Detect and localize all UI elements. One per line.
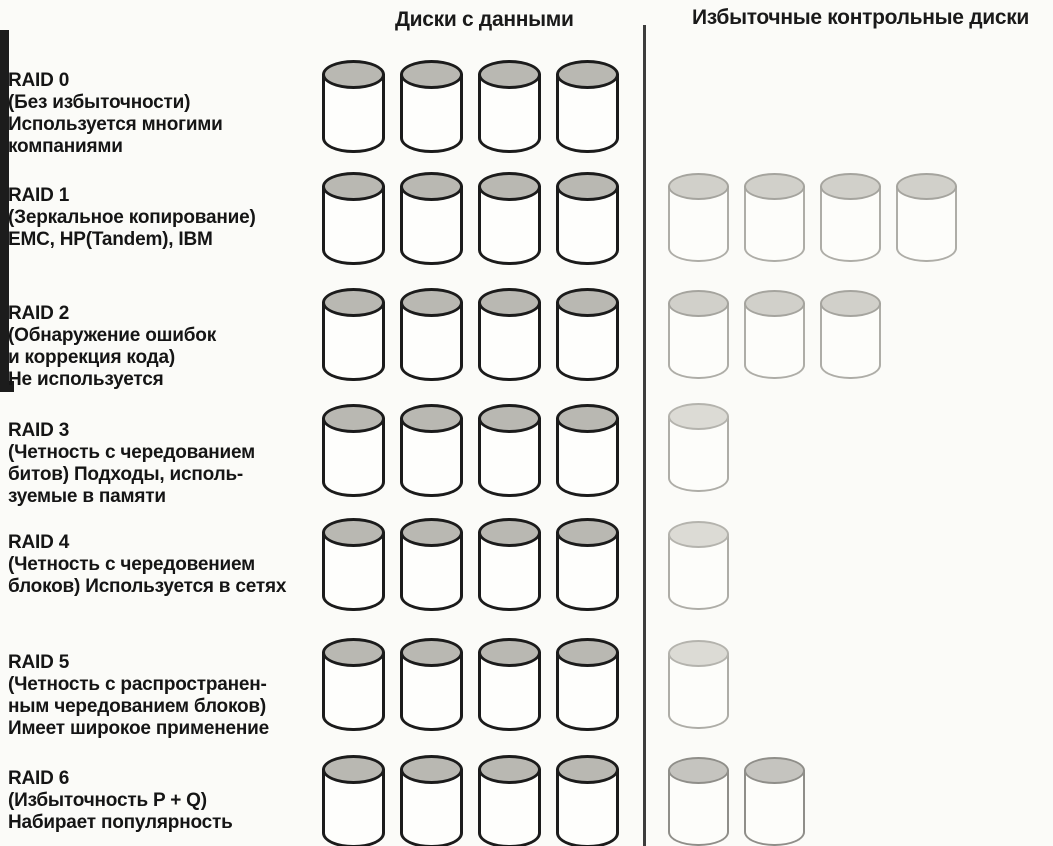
check-disk-icon [668,403,729,492]
raid-0-label [8,70,326,158]
data-disk-icon [400,60,463,153]
data-disk-icon [322,404,385,497]
disk-top [744,757,805,784]
check-disk-icon [820,290,881,379]
data-disk-icon [400,404,463,497]
disk-top [668,403,729,430]
raid-4-check-disk-group [668,521,729,610]
data-disk-icon [400,172,463,265]
raid-3-data-disk-group [322,404,619,497]
disk-top [322,172,385,201]
data-disk-icon [478,172,541,265]
raid-description-line: и коррекция кода) [8,347,176,368]
disk-top [322,518,385,547]
check-disk-icon [744,757,805,846]
raid-5-label [8,652,326,740]
check-disk-icon [668,173,729,262]
raid-level-name: RAID 4 [8,532,70,553]
data-disk-icon [400,288,463,381]
data-disk-icon [478,288,541,381]
raid-5-check-disk-group [668,640,729,729]
disk-top [322,60,385,89]
raid-2-check-disk-group [668,290,881,379]
raid-level-name: RAID 2 [8,303,70,324]
raid-level-name: RAID 3 [8,420,70,441]
raid-4-data-disk-group [322,518,619,611]
disk-top [820,290,881,317]
raid-6-check-disk-group [668,757,805,846]
data-disk-icon [478,638,541,731]
disk-top [322,755,385,784]
raid-description-line: Набирает популярность [8,812,233,833]
data-disk-icon [400,755,463,846]
data-disk-icon [556,404,619,497]
raid-4-label [8,532,326,598]
raid-0-data-disk-group [322,60,619,153]
data-disk-icon [322,518,385,611]
raid-description-line: (Избыточность P + Q) [8,790,207,811]
data-disk-icon [478,60,541,153]
disk-top [478,60,541,89]
disk-top [400,172,463,201]
disk-top [556,288,619,317]
data-disk-icon [478,404,541,497]
raid-6-label [8,768,326,834]
disk-top [668,757,729,784]
raid-5-data-disk-group [322,638,619,731]
disk-top [668,640,729,667]
data-disk-icon [322,60,385,153]
disk-top [556,638,619,667]
disk-top [478,404,541,433]
check-disk-icon [744,173,805,262]
disk-top [400,755,463,784]
raid-description-line: ным чередованием блоков) [8,696,267,717]
check-disk-icon [668,290,729,379]
disk-top [556,172,619,201]
raid-3-check-disk-group [668,403,729,492]
raid-description-line: Не используется [8,369,164,390]
raid-description-line: (Четность с чередовением [8,554,255,575]
disk-top [478,288,541,317]
data-disk-icon [478,755,541,846]
raid-description-line: (Без избыточности) [8,92,191,113]
disk-top [478,518,541,547]
disk-top [322,288,385,317]
data-disk-icon [556,638,619,731]
data-disk-icon [478,518,541,611]
raid-level-name: RAID 0 [8,70,70,91]
disk-top [322,638,385,667]
disk-top [668,290,729,317]
data-disk-icon [556,172,619,265]
raid-1-data-disk-group [322,172,619,265]
disk-top [820,173,881,200]
raid-description-line: (Четность с распространен- [8,674,267,695]
check-disk-icon [668,640,729,729]
disk-top [744,290,805,317]
data-disk-icon [322,288,385,381]
data-disk-icon [400,638,463,731]
raid-description-line: (Обнаружение ошибок [8,325,217,346]
raid-1-label [8,185,326,251]
raid-description-line: компаниями [8,136,123,157]
raid-level-name: RAID 6 [8,768,70,789]
raid-level-name: RAID 5 [8,652,70,673]
disk-top [556,518,619,547]
check-disk-icon [820,173,881,262]
disk-top [478,172,541,201]
raid-3-label [8,420,326,508]
column-divider-line [643,25,646,846]
disk-top [322,404,385,433]
raid-description-line: зуемые в памяти [8,486,166,507]
check-disk-icon [744,290,805,379]
data-disks-column-header: Диски с данными [395,8,574,31]
check-disks-column-header: Избыточные контрольные диски [692,6,1030,29]
disk-top [400,288,463,317]
raid-description-line: Используется многими [8,114,223,135]
raid-1-check-disk-group [668,173,957,262]
disk-top [896,173,957,200]
raid-level-name: RAID 1 [8,185,70,206]
raid-description-line: битов) Подходы, исполь- [8,464,244,485]
disk-top [668,521,729,548]
disk-top [400,60,463,89]
check-disk-icon [668,521,729,610]
data-disk-icon [556,60,619,153]
disk-top [400,404,463,433]
raid-description-line: Имеет широкое применение [8,718,269,739]
raid-2-label [8,303,326,391]
data-disk-icon [322,172,385,265]
data-disk-icon [556,755,619,846]
disk-top [556,60,619,89]
disk-top [478,755,541,784]
data-disk-icon [400,518,463,611]
raid-description-line: (Четность с чередованием [8,442,255,463]
disk-top [668,173,729,200]
data-disk-icon [322,638,385,731]
check-disk-icon [896,173,957,262]
raid-description-line: (Зеркальное копирование) [8,207,256,228]
raid-6-data-disk-group [322,755,619,846]
disk-top [556,755,619,784]
data-disk-icon [556,288,619,381]
data-disk-icon [322,755,385,846]
disk-top [556,404,619,433]
check-disk-icon [668,757,729,846]
raid-description-line: EMC, HP(Tandem), IBM [8,229,213,250]
raid-description-line: блоков) Используется в сетях [8,576,287,597]
disk-top [400,638,463,667]
disk-top [478,638,541,667]
raid-2-data-disk-group [322,288,619,381]
data-disk-icon [556,518,619,611]
disk-top [400,518,463,547]
disk-top [744,173,805,200]
